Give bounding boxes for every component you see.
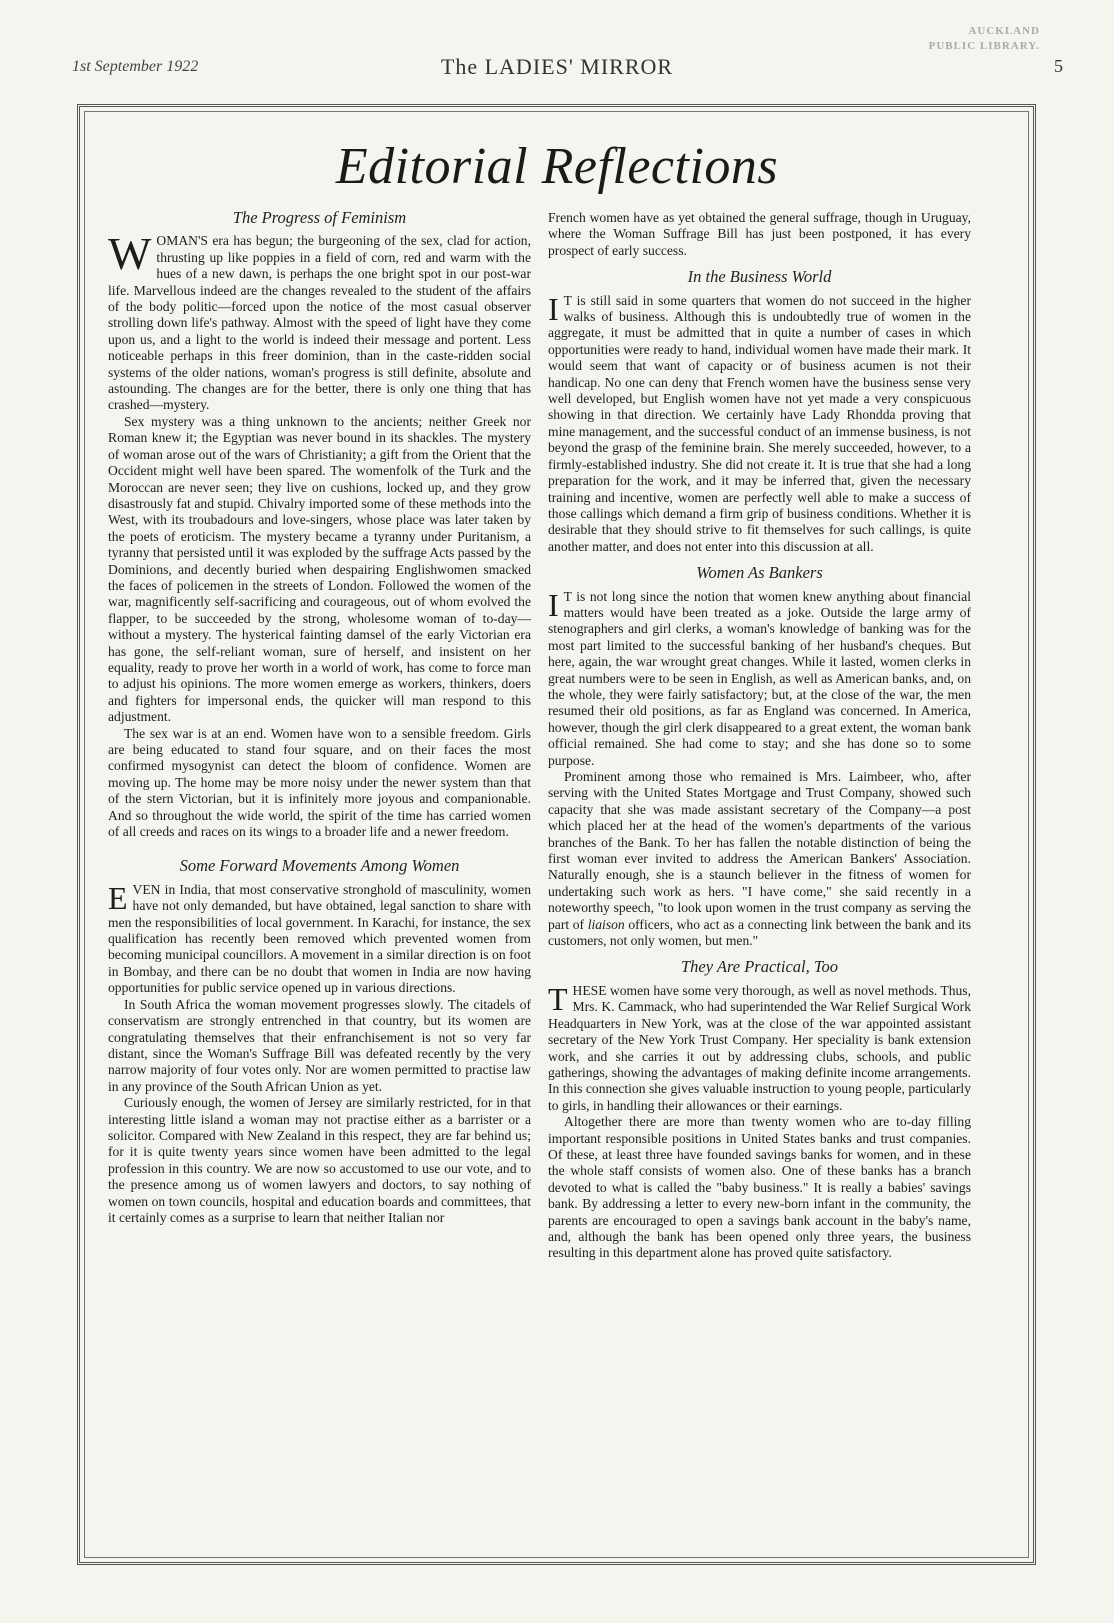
section-title-bankers: Women As Bankers <box>696 563 823 583</box>
page-headline: Editorial Reflections <box>335 138 779 195</box>
dropcap: I <box>548 586 559 623</box>
paragraph <box>548 769 971 949</box>
paragraph <box>108 228 531 413</box>
paragraph <box>548 586 971 769</box>
paragraph: Altogether there are more than twenty women who are to-day filling important responsible positions in United States banks and trust companies. Of these, at least three have founded savings banks for women, and in these the whole staff consists of women also. One of these banks has a branch devoted to what is called the "baby business." It is really a babies' savings bank. By addressing a letter to every new-born infant in the community, the parents are encouraged to open a savings bank account in the baby's name, and, although the bank has been opened only three years, the business resulting in this department alone has proved quite satisfactory. <box>548 1114 971 1261</box>
section-title-practical: They Are Practical, Too <box>680 957 839 977</box>
paragraph-continued: French women have as yet obtained the general suffrage, though in Uruguay, where the Woman Suffrage Bill has just been postponed, it has every prospect of early success. <box>548 210 971 258</box>
paragraph-text: T is not long since the notion that women knew anything about financial matters would have been treated as a joke. Outside the large army of stenographers and girl clerks, a woman's knowledge of banking was for the most part limited to the successful banking of her husband's cheques. But here, again, the war wrought great changes. While it lasted, women clerks in great numbers were to be seen in English, as well as American banks, and, on the whole, they were fairly satisfactory; but, at the close of the war, the men resumed their old positions, as far as England was concerned. In America, however, though the girl clerk disappeared to a great extent, the woman bank official remained. She had come to stay; and she has done so to some purpose. <box>548 588 971 768</box>
paragraph <box>548 980 971 1114</box>
section-title-business: In the Business World <box>687 267 832 287</box>
paragraph: Curiously enough, the women of Jersey are similarly restricted, for in that interesting little island a woman may not practise either as a barrister or a solicitor. Compared with New Zealand in this respect, they are far behind us; for it is quite twenty years since women have been admitted to the legal profession in this country. We are now so accustomed to use our vote, and to the presence among us of women lawyers and doctors, to say nothing of women on town councils, hospital and education boards and committees, that it certainly comes as a surprise to learn that neither Italian nor <box>108 1095 531 1225</box>
dropcap: E <box>108 879 128 916</box>
paragraph: In South Africa the woman movement progresses slowly. The citadels of conservatism are strongly entrenched in that country, but its women are congratulating themselves that their enfranchisement is not so very far distant, since the Woman's Suffrage Bill was defeated recently by the very narrow majority of four votes only. Nor are women permitted to practise law in any province of the South African Union as yet. <box>108 996 531 1094</box>
paragraph: The sex war is at an end. Women have won to a sensible freedom. Girls are being educated to stand four square, and on their faces the most confirmed mysogynist can detect the bloom of confidence. Women are moving up. The home may be more noisy under the newer system than that of the stern Victorian, but it is infinitely more joyous and companionable. And so throughout the wide world, the spirit of the time has carried women of all creeds and races on its wings to a broader life and a newer freedom. <box>108 725 531 840</box>
dropcap: I <box>548 290 559 327</box>
paragraph-text: HESE women have some very thorough, as well as novel methods. Thus, Mrs. K. Cammack, who had superintended the War Relief Surgical Work Headquarters in New York, was at the close of the war appointed assistant secretary of the New York Trust Company. Her speciality is bank extension work, and she carries it out by addressing clubs, schools, and public gatherings, showing the advantages of making definite income arrangements. In this connection she gives valuable instruction to young people, particularly to girls, in handling their allowances or their earnings. <box>548 982 971 1113</box>
column-left <box>108 210 531 1226</box>
library-stamp-line2: PUBLIC LIBRARY. <box>928 40 1040 52</box>
page-number: 5 <box>1054 56 1063 76</box>
paragraph-text: T is still said in some quarters that women do not succeed in the higher walks of business. Although this is undoubtedly true of women in the aggregate, it must be admitted that in quite a number of cases in which opportunities were ready to hand, individual women have made their mark. It would seem that want of capacity or of business acumen is not their handicap. No one can deny that French women have the business sense very well developed, but English women have not yet made a very conspicuous showing in that direction. We certainly have Lady Rhondda proving that mine management, and the successful conduct of an immense business, is not beyond the grasp of the feminine brain. She merely succeeded, however, to a firmly-established industry. She did not create it. It is true that she had a long preparation for the work, and it may be inferred that, given the necessary training and incentive, women are perfectly well able to make a success of those callings which demand a firm grip of business conditions. Whether it is desirable that they should strive to fit themselves for such callings, is quite another matter, and does not enter into this discussion at all. <box>548 292 971 554</box>
column-right <box>548 210 971 1262</box>
magazine-title: The LADIES' MIRROR <box>440 54 674 79</box>
paragraph-text: Prominent among those who remained is Mrs. Laimbeer, who, after serving with the United States Mortgage and Trust Company, showed such capacity that she was made assistant secretary of the Company—a post which placed her at the head of the women's departments of the various branches of the Bank. To her has fallen the notable distinction of being the first woman ever invited to address the American Bankers' Association. Naturally enough, she is a staunch believer in the fitness of women for undertaking such work as hers. "I have come," she said recently in a noteworthy speech, "to look upon women in the trust company as serving the part of <box>548 769 971 932</box>
library-stamp <box>880 24 1040 54</box>
paragraph <box>108 879 531 997</box>
dropcap: W <box>108 228 152 280</box>
library-stamp-line1: AUCKLAND <box>968 25 1040 37</box>
paragraph <box>548 290 971 556</box>
paragraph-text: OMAN'S era has begun; the burgeoning of the sex, clad for action, thrusting up like poppies in a field of corn, red and warm with the hues of a new dawn, is perhaps the one bright spot in our post-war life. Marvellous indeed are the changes revealed to the student of the affairs of the body politic—forced upon the notice of the most casual observer strolling down life's pathway. Almost with the speed of light have they come upon us, and a light to the world is indeed their message and portent. Less noticeable perhaps in this freer dominion, than in the caste-ridden social systems of the older nations, woman's progress is still definite, absolute and astounding. The changes are for the better, there is only one thing that has crashed—mystery. <box>108 233 531 413</box>
issue-date: 1st September 1922 <box>72 58 199 75</box>
section-title-feminism: The Progress of Feminism <box>232 208 407 227</box>
dropcap: T <box>548 980 568 1017</box>
section-title-forward: Some Forward Movements Among Women <box>179 856 460 876</box>
running-head <box>0 25 1114 84</box>
paragraph: Sex mystery was a thing unknown to the ancients; neither Greek nor Roman knew it; the Egyptian was never bound in its shackles. The mystery of woman arose out of the wars of Christianity; a gift from the Orient that the Occident might well have been spared. The womenfolk of the Turk and the Moroccan are never seen; they live on cushions, locked up, and they grow disastrously fat and stupid. Chivalry imported some of these methods into the West, with its troubadours and love-singers, whose place was later taken by the poets of eroticism. The mystery became a tyranny under Puritanism, a tyranny that persisted until it was exploded by the suffrage Acts passed by the Dominions, and decently buried when despairing Englishwomen smacked the faces of policemen in the streets of London. Followed the women of the war, magnificently self-sacrificing and courageous, out of whom evolved the flapper, to be succeeded by the strong, wholesome woman of to-day—without a mystery. The hysterical fainting damsel of the early Victorian era has gone, the self-reliant woman, sure of herself, and insistent on her equality, ready to prove her worth in a world of work, has come to force man to adjust his opinions. The more women emerge as workers, thinkers, doers and fighters for impersonal ends, the quicker will man respond to this adjustment. <box>108 413 531 725</box>
italic-term: liaison <box>587 916 625 932</box>
paragraph-text: VEN in India, that most conservative stronghold of masculinity, women have not only demanded, but have obtained, legal sanction to share with men the responsibilities of local government. In Karachi, for instance, the sex qualification has recently been removed which prevented women from becoming municipal councillors. A movement in a similar direction is on foot in Bombay, and there can be no doubt that women in India are now having opportunities for public service opened up in various directions. <box>108 881 531 996</box>
paragraph-text: officers, who act as a connecting link between the bank and its customers, not only women, but men." <box>548 916 971 949</box>
